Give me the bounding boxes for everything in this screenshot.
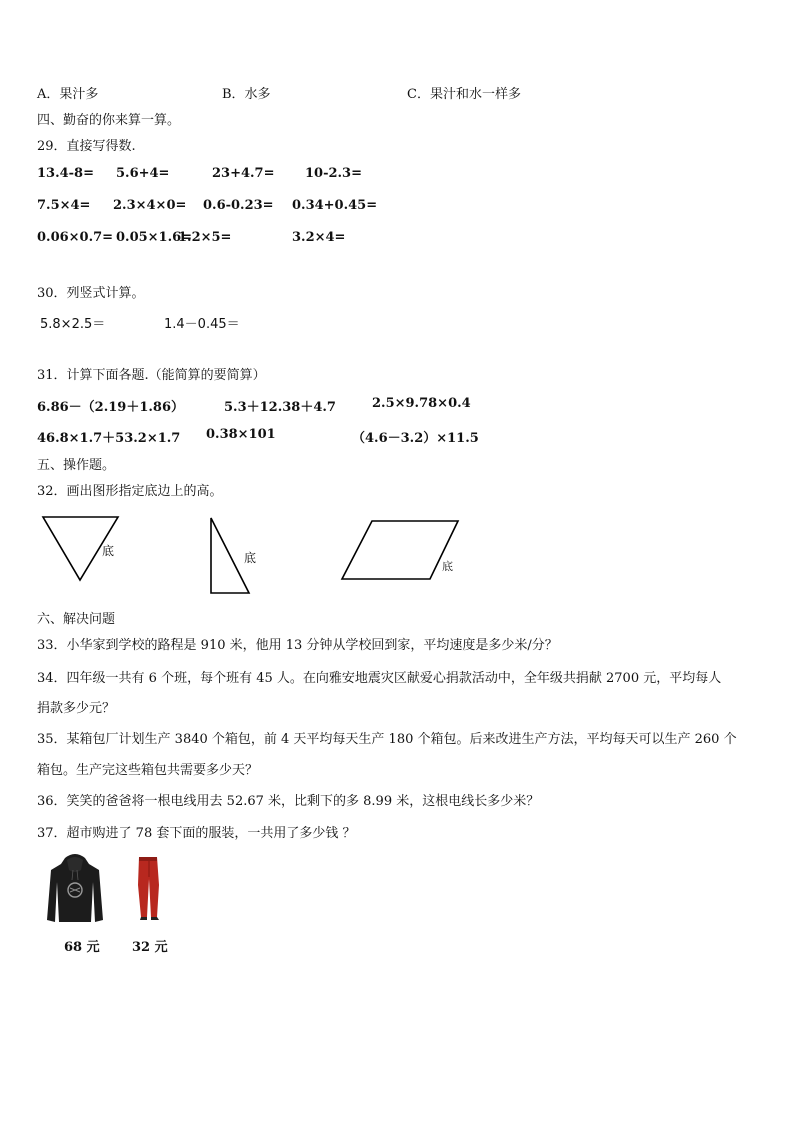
option-a: A．果汁多 — [37, 87, 99, 102]
section-5-heading: 五、操作题。 — [37, 458, 116, 473]
right-triangle-base-label: 底 — [244, 551, 257, 565]
hoodie-price: 68 元 — [64, 940, 100, 955]
q31-r2-c2: 0.38×101 — [206, 427, 276, 442]
triangle-base-label: 底 — [102, 544, 115, 558]
q31-r2-c3: （4.6－3.2）×11.5 — [352, 431, 479, 446]
q29-r1-c2: 5.6+4= — [116, 166, 170, 181]
section-4-heading: 四、勤奋的你来算一算。 — [37, 113, 181, 128]
q29-r1-c4: 10-2.3= — [305, 166, 362, 181]
q29-r2-c2: 2.3×4×0= — [113, 198, 187, 213]
q31-title: 31．计算下面各题.（能简算的要简算） — [37, 368, 266, 383]
option-b: B．水多 — [222, 87, 271, 102]
pants-icon — [135, 855, 163, 921]
pants-price: 32 元 — [132, 940, 168, 955]
q29-r3-c1: 0.06×0.7= — [37, 230, 114, 245]
hoodie-icon — [45, 852, 105, 924]
q30-item-1: 5.8×2.5＝ — [40, 317, 106, 332]
q35-line-2: 箱包。生产完这些箱包共需要多少天？ — [37, 763, 259, 778]
q34-line-1: 34．四年级一共有 6 个班，每个班有 45 人。在向雅安地震灾区献爱心捐款活动中，全年级共捐献 2700 元，平均每人 — [37, 671, 722, 686]
q31-r2-c1: 46.8×1.7＋53.2×1.7 — [37, 431, 181, 446]
q29-title: 29．直接写得数. — [37, 139, 136, 154]
q29-r2-c3: 0.6-0.23= — [203, 198, 274, 213]
q31-r1-c2: 5.3＋12.38＋4.7 — [224, 400, 336, 415]
parallelogram-base-label: 底 — [442, 560, 453, 573]
q29-r2-c4: 0.34+0.45= — [292, 198, 378, 213]
q29-r3-c4: 3.2×4= — [292, 230, 346, 245]
q37-text: 37．超市购进了 78 套下面的服装，一共用了多少钱 ？ — [37, 826, 356, 841]
q32-title: 32．画出图形指定底边上的高。 — [37, 484, 223, 499]
q29-r3-c3: 1.2×5= — [178, 230, 232, 245]
q29-r3-c2: 0.05×1.6= — [116, 230, 193, 245]
q31-r1-c3: 2.5×9.78×0.4 — [372, 396, 471, 411]
q30-item-2: 1.4－0.45＝ — [164, 317, 240, 332]
q30-title: 30．列竖式计算。 — [37, 286, 145, 301]
q29-r1-c3: 23+4.7= — [212, 166, 275, 181]
q29-r2-c1: 7.5×4= — [37, 198, 91, 213]
section-6-heading: 六、解决问题 — [37, 612, 116, 627]
q31-r1-c1: 6.86－（2.19＋1.86） — [37, 400, 184, 415]
q33-text: 33．小华家到学校的路程是 910 米，他用 13 分钟从学校回到家，平均速度是多少米/分？ — [37, 638, 558, 653]
q34-line-2: 捐款多少元？ — [37, 701, 116, 716]
option-c: C．果汁和水一样多 — [407, 87, 521, 102]
q35-line-1: 35．某箱包厂计划生产 3840 个箱包，前 4 天平均每天生产 180 个箱包。后来改进生产方法，平均每天可以生产 260 个 — [37, 732, 737, 747]
q29-r1-c1: 13.4-8= — [37, 166, 94, 181]
q36-text: 36．笑笑的爸爸将一根电线用去 52.67 米，比剩下的多 8.99 米，这根电线长多少米？ — [37, 794, 540, 809]
